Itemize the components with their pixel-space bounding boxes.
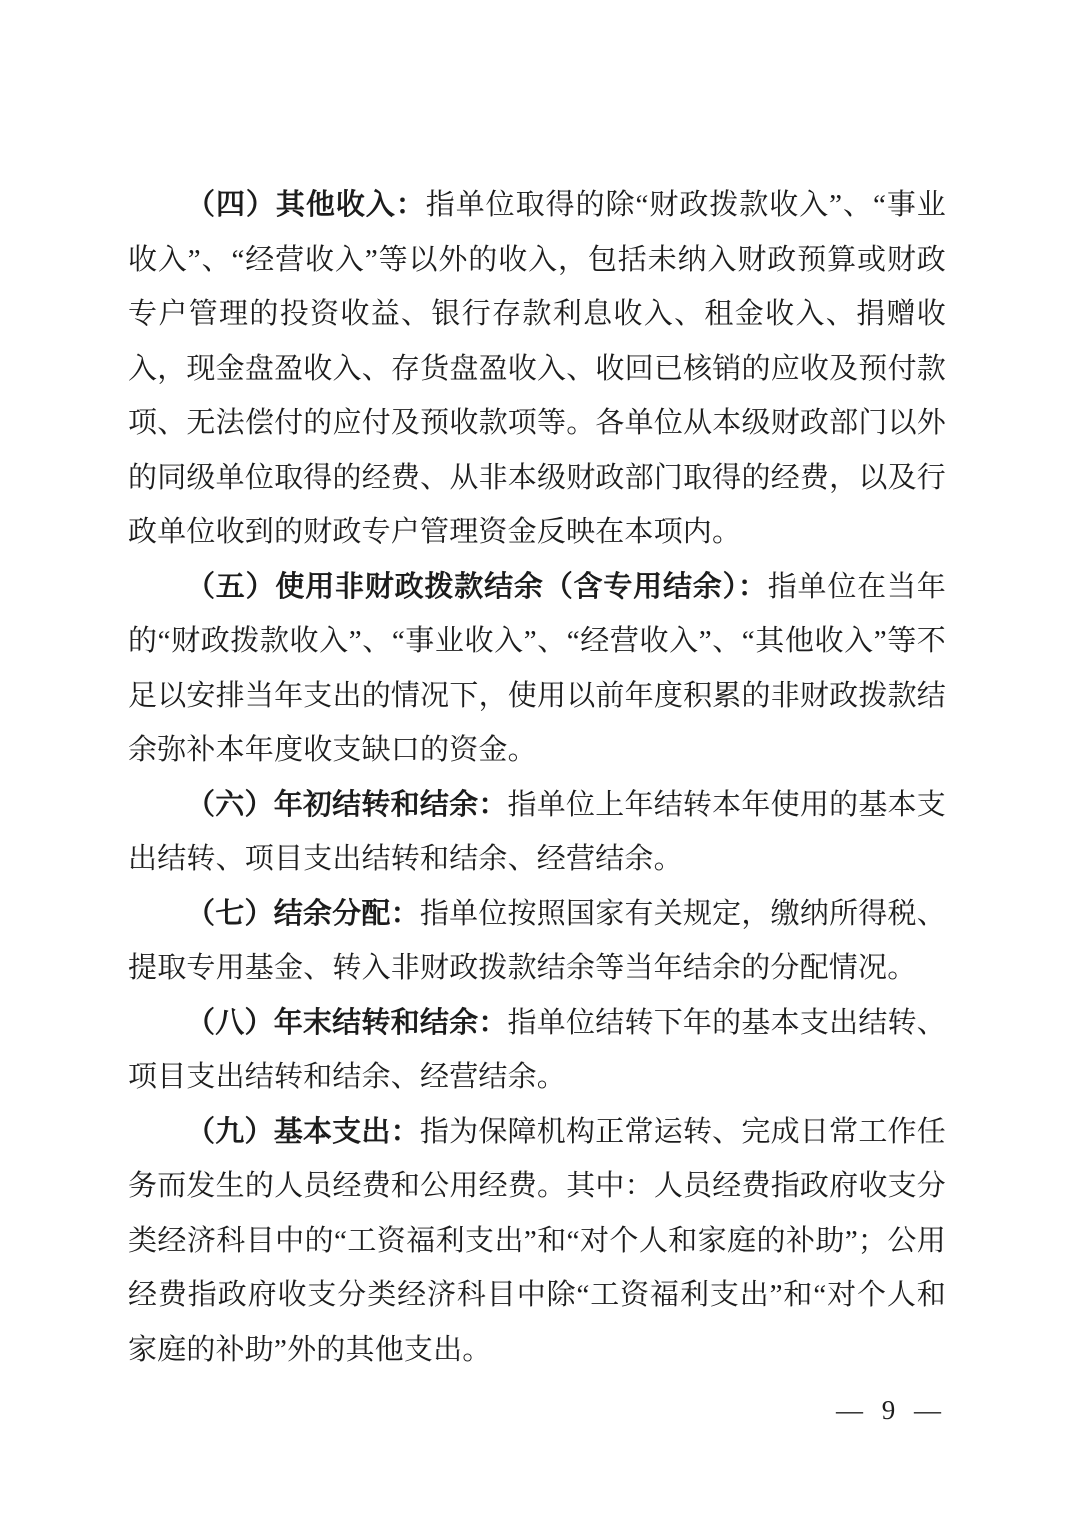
paragraph-5-use-of-non-fiscal-surplus — [128, 560, 946, 778]
paragraph-8-year-end-carryover — [128, 996, 946, 1105]
paragraph-heading: （八）年末结转和结余： — [186, 1006, 508, 1039]
document-body — [128, 178, 946, 1377]
paragraph-heading: （四）其他收入： — [186, 189, 426, 221]
page-number: — 9 — — [836, 1395, 947, 1425]
paragraph-7-surplus-distribution — [128, 887, 946, 996]
paragraph-heading: （九）基本支出： — [186, 1115, 420, 1148]
paragraph-text: 指单位在当年的“财政拨款收入”、“事业收入”、“经营收入”、“其他收入”等不足以安排当年支出的情况下，使用以前年度积累的非财政拨款结余弥补本年度收支缺口的资金。 — [128, 570, 946, 766]
paragraph-text: 指单位取得的除“财政拨款收入”、“事业收入”、“经营收入”等以外的收入，包括未纳入财政预算或财政专户管理的投资收益、银行存款利息收入、租金收入、捐赠收入，现金盘盈收入、存货盘盈收入、收回已核销的应收及预付款项、无法偿付的应付及预收款项等。各单位从本级财政部门以外的同级单位取得的经费、从非本级财政部门取得的经费，以及行政单位收到的财政专户管理资金反映在本项内。 — [128, 189, 946, 548]
paragraph-heading: （五）使用非财政拨款结余（含专用结余）： — [186, 570, 768, 603]
paragraph-heading: （六）年初结转和结余： — [186, 788, 508, 821]
paragraph-4-other-income — [128, 178, 946, 560]
paragraph-6-beginning-year-carryover — [128, 778, 946, 887]
paragraph-text: 指单位按照国家有关规定，缴纳所得税、提取专用基金、转入非财政拨款结余等当年结余的分配情况。 — [128, 897, 946, 984]
paragraph-text: 指单位上年结转本年使用的基本支出结转、项目支出结转和结余、经营结余。 — [128, 788, 946, 875]
paragraph-heading: （七）结余分配： — [186, 897, 420, 930]
paragraph-9-basic-expenditure — [128, 1105, 946, 1378]
paragraph-text: 指单位结转下年的基本支出结转、项目支出结转和结余、经营结余。 — [128, 1006, 946, 1093]
paragraph-text: 指为保障机构正常运转、完成日常工作任务而发生的人员经费和公用经费。其中：人员经费指政府收支分类经济科目中的“工资福利支出”和“对个人和家庭的补助”；公用经费指政府收支分类经济科目中除“工资福利支出”和“对个人和家庭的补助”外的其他支出。 — [128, 1115, 946, 1366]
